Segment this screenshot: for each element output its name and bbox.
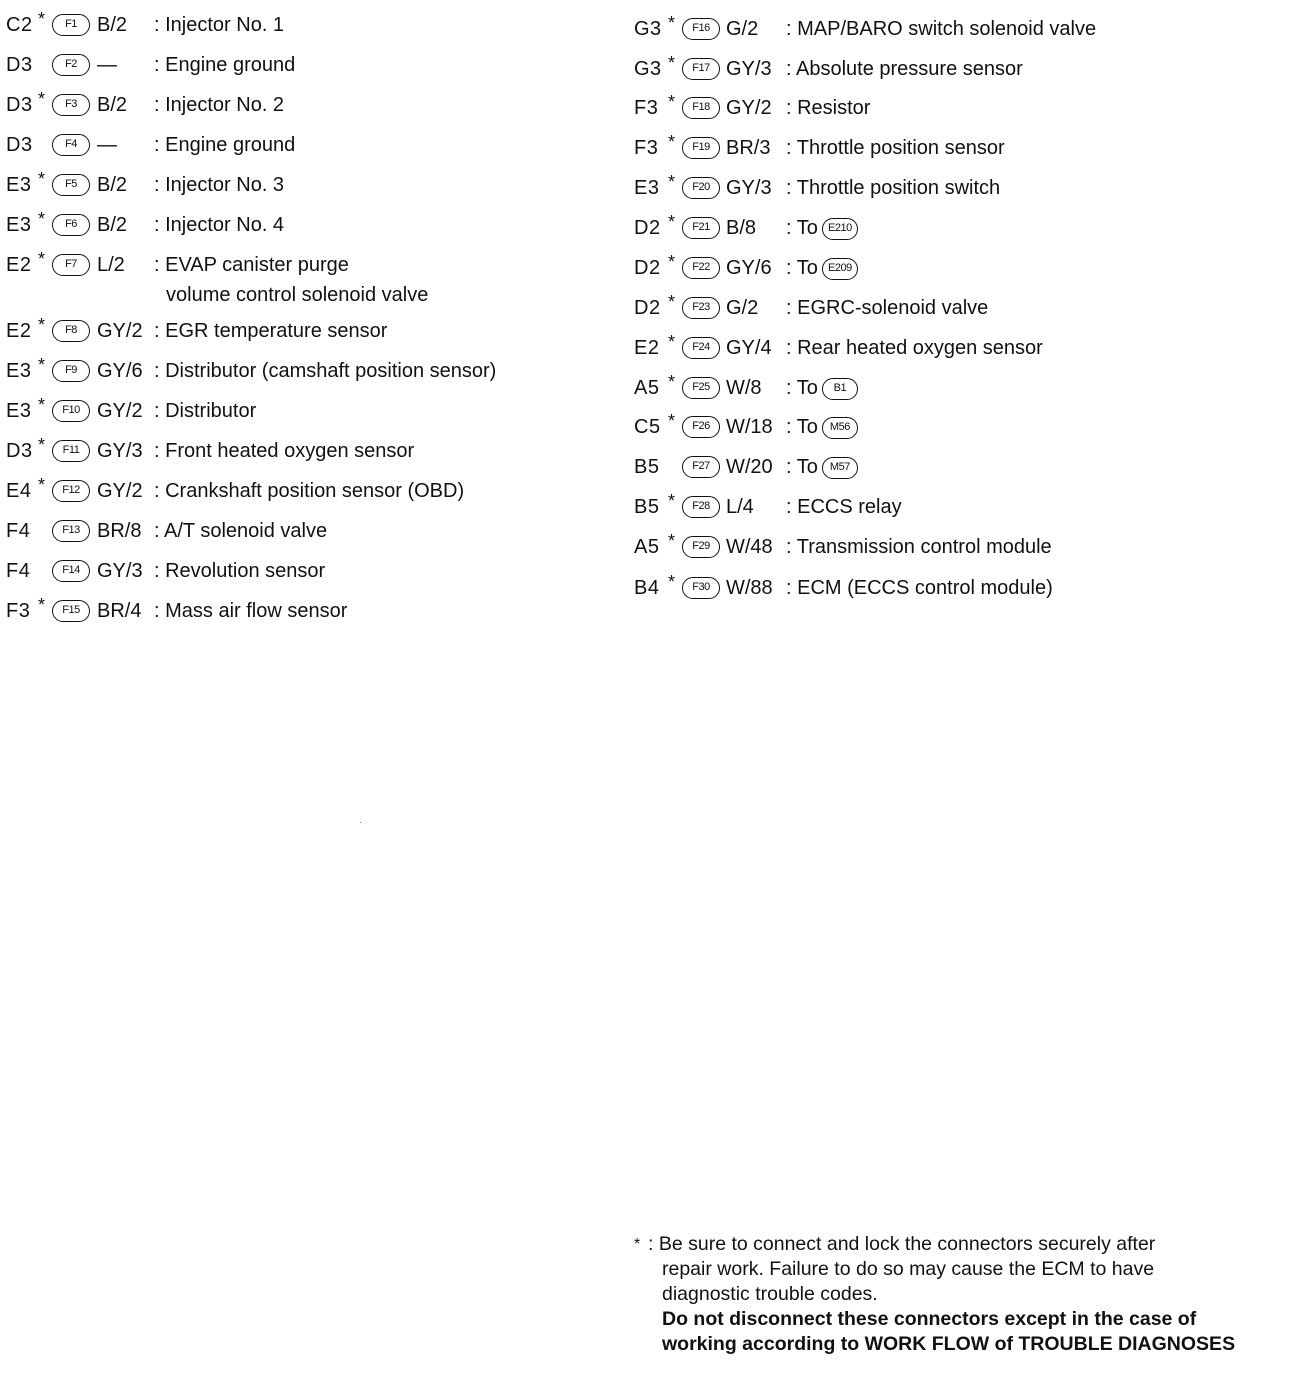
description-text: : To xyxy=(786,377,818,399)
lock-star-icon: * xyxy=(38,435,46,455)
lock-star-icon: * xyxy=(38,355,46,375)
connector-badge: F11 xyxy=(52,440,90,462)
connector-badge: F12 xyxy=(52,480,90,502)
grid-location: C2 xyxy=(6,14,33,36)
connector-code: B/2 xyxy=(97,174,128,196)
description-text: : Transmission control module xyxy=(786,536,1052,558)
connector-code: B/2 xyxy=(97,94,128,116)
connector-code: L/4 xyxy=(726,496,754,518)
lock-star-icon: * xyxy=(668,372,676,392)
connector-code: GY/3 xyxy=(726,177,772,199)
description-text: : EGR temperature sensor xyxy=(154,320,388,342)
connector-code: GY/6 xyxy=(726,257,772,279)
lock-star-icon: * xyxy=(668,212,676,232)
connector-badge: F29 xyxy=(682,536,720,558)
connector-badge: F3 xyxy=(52,94,90,116)
connector-description xyxy=(786,291,988,325)
lock-star-icon: * xyxy=(38,395,46,415)
connector-code: GY/6 xyxy=(97,360,143,382)
note-line-3: diagnostic trouble codes. xyxy=(662,1283,878,1305)
connector-code: GY/4 xyxy=(726,337,772,359)
connector-description xyxy=(786,91,870,125)
connector-description xyxy=(154,88,284,122)
connector-description xyxy=(786,52,1023,86)
grid-location: B4 xyxy=(634,577,660,599)
grid-location: C5 xyxy=(634,416,661,438)
connector-badge: F5 xyxy=(52,174,90,196)
note-line-2: repair work. Failure to do so may cause the ECM to have xyxy=(662,1258,1155,1280)
connector-badge: F6 xyxy=(52,214,90,236)
connector-code: G/2 xyxy=(726,18,759,40)
grid-location: E2 xyxy=(634,337,660,359)
connector-code: G/2 xyxy=(726,297,759,319)
connector-badge: F23 xyxy=(682,297,720,319)
lock-star-icon: * xyxy=(668,411,676,431)
grid-location: D2 xyxy=(634,217,661,239)
connector-badge: F30 xyxy=(682,577,720,599)
lock-star-icon: * xyxy=(38,9,46,29)
lock-star-icon: * xyxy=(668,132,676,152)
connector-description xyxy=(154,434,414,468)
lock-star-icon: * xyxy=(668,531,676,551)
connector-description xyxy=(786,490,902,524)
grid-location: A5 xyxy=(634,536,660,558)
description-text: : A/T solenoid valve xyxy=(154,520,328,542)
connector-code: B/2 xyxy=(97,214,128,236)
connector-description xyxy=(154,8,284,42)
grid-location: D3 xyxy=(6,440,33,462)
description-text: : Engine ground xyxy=(154,54,296,76)
target-connector-badge: M57 xyxy=(822,457,858,479)
description-text: : MAP/BARO switch solenoid valve xyxy=(786,18,1097,40)
description-text: : Injector No. 3 xyxy=(154,174,285,196)
description-text: : Distributor (camshaft position sensor) xyxy=(154,360,497,382)
lock-star-icon: * xyxy=(38,595,46,615)
description-text: : Injector No. 1 xyxy=(154,14,285,36)
grid-location: D2 xyxy=(634,297,661,319)
connector-badge: F7 xyxy=(52,254,90,276)
connector-description xyxy=(786,450,858,484)
description-text: : Resistor xyxy=(786,97,871,119)
connector-code: GY/3 xyxy=(97,440,143,462)
description-text: : EGRC-solenoid valve xyxy=(786,297,989,319)
lock-star-icon: * xyxy=(38,475,46,495)
connector-code: GY/2 xyxy=(97,480,143,502)
connector-badge: F25 xyxy=(682,377,720,399)
connector-code: GY/3 xyxy=(97,560,143,582)
lock-star-icon: * xyxy=(668,292,676,312)
lock-star-icon: * xyxy=(668,13,676,33)
description-text-line2: volume control solenoid valve xyxy=(166,284,429,306)
connector-code: B/2 xyxy=(97,14,128,36)
connector-description xyxy=(786,211,858,245)
lock-star-icon: * xyxy=(668,53,676,73)
connector-code: L/2 xyxy=(97,254,125,276)
lock-star-icon: * xyxy=(38,315,46,335)
connector-badge: F18 xyxy=(682,97,720,119)
connector-code: W/48 xyxy=(726,536,773,558)
description-text: : Mass air flow sensor xyxy=(154,600,348,622)
description-text: : Engine ground xyxy=(154,134,296,156)
connector-badge: F10 xyxy=(52,400,90,422)
connector-badge: F27 xyxy=(682,456,720,478)
grid-location: D2 xyxy=(634,257,661,279)
lock-star-icon: * xyxy=(38,89,46,109)
connector-badge: F22 xyxy=(682,257,720,279)
connector-badge: F21 xyxy=(682,217,720,239)
lock-star-icon: * xyxy=(668,332,676,352)
description-text: : Crankshaft position sensor (OBD) xyxy=(154,480,465,502)
grid-location: E2 xyxy=(6,320,32,342)
description-text: : Throttle position switch xyxy=(786,177,1001,199)
connector-code: GY/2 xyxy=(97,320,143,342)
connector-code: W/88 xyxy=(726,577,773,599)
note-body xyxy=(648,1232,1302,1357)
lock-star-icon: * xyxy=(668,572,676,592)
grid-location: D3 xyxy=(6,54,33,76)
connector-description xyxy=(786,530,1052,564)
description-text: : To xyxy=(786,456,818,478)
grid-location: G3 xyxy=(634,18,662,40)
connector-code: — xyxy=(97,134,117,156)
connector-description xyxy=(154,314,387,348)
lock-star-icon: * xyxy=(38,249,46,269)
connector-badge: F13 xyxy=(52,520,90,542)
connector-badge: F14 xyxy=(52,560,90,582)
connector-badge: F15 xyxy=(52,600,90,622)
connector-badge: F19 xyxy=(682,137,720,159)
lock-star-icon: * xyxy=(38,169,46,189)
description-text: : ECM (ECCS control module) xyxy=(786,577,1053,599)
note-star-marker: * xyxy=(634,1236,641,1253)
grid-location: B5 xyxy=(634,456,660,478)
grid-location: E2 xyxy=(6,254,32,276)
connector-code: GY/2 xyxy=(726,97,772,119)
connector-description xyxy=(786,410,858,444)
grid-location: F4 xyxy=(6,520,31,542)
description-text: : To xyxy=(786,217,818,239)
connector-badge: F16 xyxy=(682,18,720,40)
connector-code: GY/3 xyxy=(726,58,772,80)
target-connector-badge: E209 xyxy=(822,258,858,280)
description-text: : ECCS relay xyxy=(786,496,902,518)
connector-description xyxy=(786,371,858,405)
connector-code: — xyxy=(97,54,117,76)
grid-location: F3 xyxy=(634,137,659,159)
connector-code: B/8 xyxy=(726,217,757,239)
connector-badge: F1 xyxy=(52,14,90,36)
target-connector-badge: M56 xyxy=(822,417,858,439)
connector-description xyxy=(154,248,428,308)
description-text: : To xyxy=(786,257,818,279)
description-text: : Injector No. 4 xyxy=(154,214,285,236)
connector-badge: F8 xyxy=(52,320,90,342)
note-line-4: Do not disconnect these connectors except in the case of xyxy=(662,1308,1197,1330)
lock-star-icon: * xyxy=(668,491,676,511)
connector-code: W/18 xyxy=(726,416,773,438)
connector-code: BR/3 xyxy=(726,137,771,159)
description-text: : To xyxy=(786,416,818,438)
grid-location: D3 xyxy=(6,94,33,116)
connector-description xyxy=(154,48,295,82)
connector-code: BR/4 xyxy=(97,600,142,622)
scan-speck xyxy=(360,822,361,823)
connector-description xyxy=(786,251,858,285)
description-text: : EVAP canister purge xyxy=(154,254,349,276)
connector-badge: F28 xyxy=(682,496,720,518)
connector-description xyxy=(786,331,1043,365)
grid-location: E3 xyxy=(634,177,660,199)
grid-location: G3 xyxy=(634,58,662,80)
connector-description xyxy=(154,554,325,588)
connector-description xyxy=(786,131,1005,165)
connector-description xyxy=(154,354,496,388)
grid-location: E4 xyxy=(6,480,32,502)
connector-badge: F26 xyxy=(682,416,720,438)
connector-code: W/20 xyxy=(726,456,773,478)
connector-description xyxy=(154,128,295,162)
target-connector-badge: E210 xyxy=(822,218,858,240)
grid-location: E3 xyxy=(6,214,32,236)
connector-description xyxy=(154,208,284,242)
description-text: : Revolution sensor xyxy=(154,560,326,582)
connector-badge: F20 xyxy=(682,177,720,199)
lock-star-icon: * xyxy=(38,209,46,229)
grid-location: A5 xyxy=(634,377,660,399)
description-text: : Throttle position sensor xyxy=(786,137,1005,159)
connector-code: W/8 xyxy=(726,377,762,399)
connector-description xyxy=(154,474,464,508)
grid-location: E3 xyxy=(6,400,32,422)
grid-location: F4 xyxy=(6,560,31,582)
description-text: : Rear heated oxygen sensor xyxy=(786,337,1043,359)
note-line-5: working according to WORK FLOW of TROUBLE DIAGNOSES xyxy=(662,1333,1236,1355)
description-text: : Injector No. 2 xyxy=(154,94,285,116)
connector-description xyxy=(786,571,1053,605)
connector-description xyxy=(154,514,327,548)
description-text: : Distributor xyxy=(154,400,257,422)
description-text: : Front heated oxygen sensor xyxy=(154,440,415,462)
connector-badge: F2 xyxy=(52,54,90,76)
connector-description xyxy=(786,171,1000,205)
connector-badge: F24 xyxy=(682,337,720,359)
lock-star-icon: * xyxy=(668,252,676,272)
connector-code: BR/8 xyxy=(97,520,142,542)
grid-location: D3 xyxy=(6,134,33,156)
grid-location: E3 xyxy=(6,174,32,196)
grid-location: B5 xyxy=(634,496,660,518)
connector-badge: F17 xyxy=(682,58,720,80)
connector-description xyxy=(154,168,284,202)
lock-star-icon: * xyxy=(668,92,676,112)
description-text: : Absolute pressure sensor xyxy=(786,58,1023,80)
note-line-1: : Be sure to connect and lock the connectors securely after xyxy=(648,1233,1156,1255)
connector-code: GY/2 xyxy=(97,400,143,422)
connector-description xyxy=(154,594,347,628)
connector-description xyxy=(154,394,256,428)
lock-star-icon: * xyxy=(668,172,676,192)
grid-location: E3 xyxy=(6,360,32,382)
connector-description xyxy=(786,12,1096,46)
target-connector-badge: B1 xyxy=(822,378,858,400)
connector-badge: F9 xyxy=(52,360,90,382)
grid-location: F3 xyxy=(634,97,659,119)
grid-location: F3 xyxy=(6,600,31,622)
connector-badge: F4 xyxy=(52,134,90,156)
